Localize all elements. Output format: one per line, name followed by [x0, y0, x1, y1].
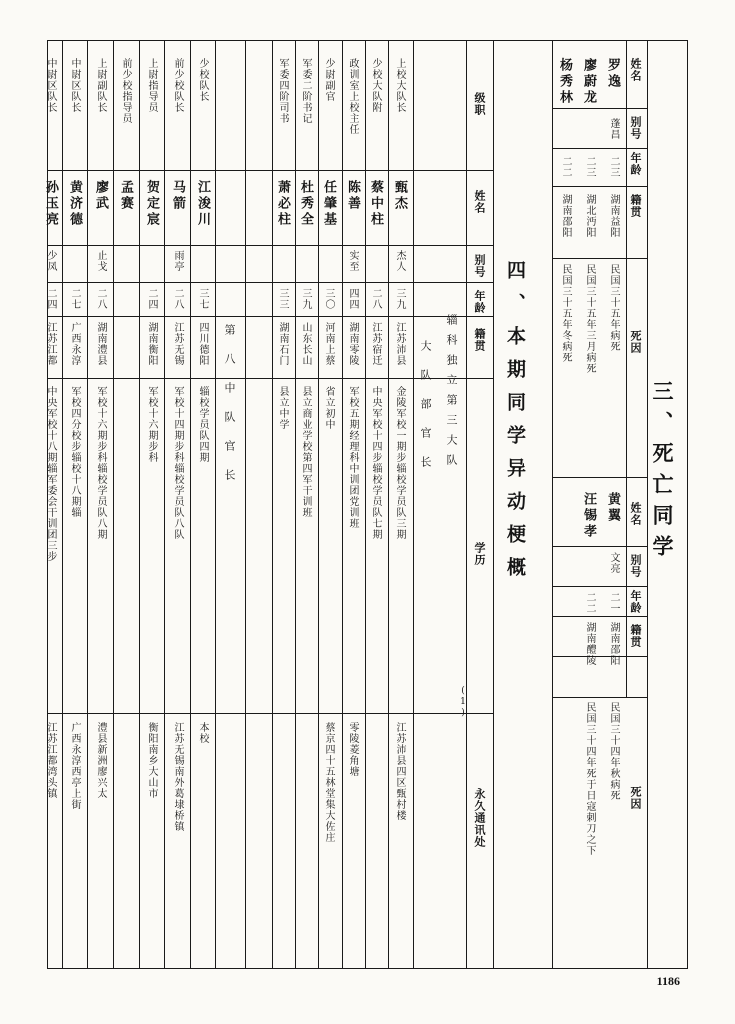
page-number: 1186: [656, 974, 680, 988]
zhongdui-rank: 中尉区队长: [45, 58, 56, 113]
s3-lower-death: 民国三十四年秋病死: [608, 702, 619, 801]
s3-header-age: 年龄: [629, 152, 642, 176]
s3-lower-name: 黄翼: [605, 492, 620, 524]
zhongdui-name: 黄济德: [67, 180, 82, 228]
dadui-native: 湖南零陵: [347, 322, 358, 366]
s3-upper-death: 民国三十五年冬病死: [560, 264, 571, 363]
s3-header-alias: 别号: [629, 116, 642, 140]
zhongdui-native: 江苏无锡: [172, 322, 183, 366]
s3-upper-name: 杨秀林: [557, 58, 572, 106]
dadui-education: 军校五期经理科中训团党训班: [347, 386, 358, 529]
zhongdui-alias: 雨亭: [172, 250, 183, 272]
row-sep: [318, 40, 319, 969]
zhongdui-education: 军校十六期步科辎校学员队八期: [95, 386, 106, 540]
row-sep: [62, 40, 63, 969]
zhongdui-address: 江苏无锡南外葛埭桥镇: [172, 722, 183, 832]
dadui-name: 杜秀全: [298, 180, 313, 228]
dadui-name: 蔡中柱: [368, 180, 383, 228]
row-sep: [215, 40, 216, 969]
s3-upper-age: 二三: [608, 156, 619, 178]
s4-header-native: 籍贯: [473, 328, 486, 352]
row-sep: [365, 40, 366, 969]
dadui-age: 三〇: [323, 288, 334, 310]
zhongdui-name: 孟赛: [118, 180, 133, 212]
dadui-name: 任肇基: [321, 180, 336, 228]
zhongdui-address: 江苏江都湾头镇: [45, 722, 56, 799]
zhongdui-rank: 中尉区队长: [69, 58, 80, 113]
s3-lower-header-death: 死因: [629, 786, 642, 810]
s3-upper-native: 湖南邵阳: [560, 194, 571, 238]
zhongdui-age: 二四: [146, 288, 157, 310]
s3-header-native: 籍贯: [629, 194, 642, 218]
s3-upper-alias: 蓬昌: [608, 118, 619, 140]
section4-title: 四、本期同学异动梗概: [504, 260, 526, 590]
dadui-label-border: [413, 40, 414, 969]
row-sep: [342, 40, 343, 969]
zhongdui-age: 二七: [69, 288, 80, 310]
s3-upper-age: 二三: [584, 156, 595, 178]
s3-lower-age: 二一: [608, 592, 619, 614]
row-sep: [190, 40, 191, 969]
s3-row-line: [552, 148, 647, 149]
s3-upper-native: 湖北沔阳: [584, 194, 595, 238]
dadui-age: 二八: [370, 288, 381, 310]
zhongdui-age: 二四: [45, 288, 56, 310]
dadui-education: 中央军校十四步辎校学员队七期: [370, 386, 381, 540]
zhongdui-rank: 前少校指导员: [120, 58, 131, 124]
zhongdui-address: 本校: [197, 722, 208, 744]
dadui-native: 河南上蔡: [323, 322, 334, 366]
section-divider: [552, 40, 553, 969]
s3-lower-age: 二二: [584, 592, 595, 614]
zhongdui-rank: 上尉副队长: [95, 58, 106, 113]
s4-header-alias: 别号: [473, 254, 486, 278]
dadui-rank: 政训室上校主任: [347, 58, 358, 135]
s3-row-line: [552, 586, 647, 587]
dadui-address: 江苏沛县四区甄村楼: [394, 722, 405, 821]
s3-upper-age: 二二: [560, 156, 571, 178]
zhongdui-label-border: [245, 40, 246, 969]
zhongdui-education: 辎校学员队四期: [197, 386, 208, 463]
zhongdui-age: 三七: [197, 288, 208, 310]
s4-header-education: 学历: [473, 542, 486, 566]
dadui-name: 陈善: [345, 180, 360, 212]
dadui-name: 萧必柱: [275, 180, 290, 228]
field-sep-alias: [47, 282, 493, 283]
dadui-education: 县立商业学校第四军干训班: [300, 386, 311, 518]
s3-lower-header-alias: 别号: [629, 554, 642, 578]
s3-lower-native: 湖南醴陵: [584, 622, 595, 666]
dadui-label: 大队部官长: [419, 340, 432, 485]
section3-title-border: [647, 40, 648, 969]
dadui-age: 三九: [394, 288, 405, 310]
zhongdui-rank: 前少校队长: [172, 58, 183, 113]
zhongdui-native: 湖南澧县: [95, 322, 106, 366]
dadui-native: 山东长山: [300, 322, 311, 366]
field-sep-name: [47, 245, 493, 246]
field-sep-age: [47, 316, 493, 317]
zhongdui-name: 江浚川: [195, 180, 210, 228]
s4-header-col-right: [493, 40, 494, 969]
s3-upper-name: 廖蔚龙: [581, 58, 596, 106]
dadui-address: 蔡京四十五林堂集大佐庄: [323, 722, 334, 843]
dadui-zhongdui-border: [272, 40, 273, 969]
dadui-education: 县立中学: [277, 386, 288, 430]
row-sep: [87, 40, 88, 969]
s3-lower-name: 汪锡孝: [581, 492, 596, 540]
zhongdui-name: 孙玉亮: [43, 180, 58, 228]
dadui-age: 三三: [277, 288, 288, 310]
dadui-native: 江苏沛县: [394, 322, 405, 366]
zhongdui-name: 马箭: [170, 180, 185, 212]
row-sep: [388, 40, 389, 969]
s3-row-line: [552, 656, 647, 657]
row-sep: [164, 40, 165, 969]
unit-note: (1): [458, 686, 468, 719]
s3-lower-header-age: 年龄: [629, 590, 642, 614]
s3-upper-name: 罗逸: [605, 58, 620, 90]
dadui-rank: 军委四阶司书: [277, 58, 288, 124]
zhongdui-alias: 少凤: [45, 250, 56, 272]
s3-header-death: 死因: [629, 330, 642, 354]
dadui-native: 湖南石门: [277, 322, 288, 366]
s3-upper-death: 民国三十五年病死: [608, 264, 619, 352]
s3-row-line: [552, 258, 647, 259]
dadui-rank: 军委二阶书记: [300, 58, 311, 124]
s3-row-line: [552, 186, 647, 187]
zhongdui-education: 军校十六期步科: [146, 386, 157, 463]
s3-lower-header-native: 籍贯: [629, 624, 642, 648]
zhongdui-address: 澧县新洲廖兴太: [95, 722, 106, 799]
section3-split-line: [552, 477, 647, 478]
s3-row-line: [552, 546, 647, 547]
zhongdui-age: 二八: [172, 288, 183, 310]
s3-row-line: [552, 616, 647, 617]
dadui-rank: 上校大队长: [394, 58, 405, 113]
s3-row-line: [552, 108, 647, 109]
row-sep: [295, 40, 296, 969]
dadui-rank: 少尉副官: [323, 58, 334, 102]
s3-lower-native: 湖南邵阳: [608, 622, 619, 666]
zhongdui-education: 军校四分校步辎校十八期辎: [69, 386, 80, 518]
dadui-education: 省立初中: [323, 386, 334, 430]
zhongdui-label: 第八中队官长: [223, 324, 236, 498]
zhongdui-alias: 止戈: [95, 250, 106, 272]
section3-header-col-line: [626, 40, 627, 697]
s4-header-col-left: [466, 40, 467, 969]
s4-header-rank: 级职: [473, 92, 486, 116]
dadui-alias: 杰人: [394, 250, 405, 272]
zhongdui-native: 四川德阳: [197, 322, 208, 366]
dadui-age: 四四: [347, 288, 358, 310]
dadui-name: 甄杰: [392, 180, 407, 212]
field-sep-education: [47, 713, 493, 714]
zhongdui-native: 江苏江都: [45, 322, 56, 366]
s3-lower-header-name: 姓名: [629, 502, 642, 526]
s4-header-age: 年龄: [473, 290, 486, 314]
s4-header-name: 姓名: [473, 190, 486, 214]
row-sep: [113, 40, 114, 969]
zhongdui-education: 中央军校十八期辎军委会干训团三步: [45, 386, 56, 562]
s3-upper-death: 民国三十五年三月病死: [584, 264, 595, 374]
zhongdui-rank: 上尉指导员: [146, 58, 157, 113]
section3-split-line-lower: [552, 697, 647, 698]
dadui-rank: 少校大队附: [370, 58, 381, 113]
field-sep-native: [47, 378, 493, 379]
zhongdui-rank: 少校队长: [197, 58, 208, 102]
zhongdui-name: 廖武: [93, 180, 108, 212]
zhongdui-age: 二八: [95, 288, 106, 310]
s3-lower-alias: 文亮: [608, 552, 619, 574]
row-sep: [139, 40, 140, 969]
dadui-address: 零陵菱角塘: [347, 722, 358, 777]
zhongdui-address: 衡阳南乡大山市: [146, 722, 157, 799]
unit-title: 辎科独立第三大队: [445, 314, 458, 474]
s4-header-address: 永久通讯处: [473, 788, 486, 848]
s3-lower-death: 民国三十四年死于日寇刺刀之下: [584, 702, 595, 856]
dadui-native: 江苏宿迁: [370, 322, 381, 366]
zhongdui-native: 广西永淳: [69, 322, 80, 366]
field-sep-rank: [47, 170, 493, 171]
dadui-age: 三九: [300, 288, 311, 310]
s3-header-name: 姓名: [629, 58, 642, 82]
dadui-alias: 实至: [347, 250, 358, 272]
zhongdui-name: 贺定宸: [144, 180, 159, 228]
zhongdui-education: 军校十四期步科辎校学员队八队: [172, 386, 183, 540]
section3-title: 三、死亡同学: [650, 380, 675, 566]
zhongdui-native: 湖南衡阳: [146, 322, 157, 366]
dadui-education: 金陵军校一期步辎校学员队三期: [394, 386, 405, 540]
zhongdui-address: 广西永淳西亭上街: [69, 722, 80, 810]
s3-upper-native: 湖南益阳: [608, 194, 619, 238]
